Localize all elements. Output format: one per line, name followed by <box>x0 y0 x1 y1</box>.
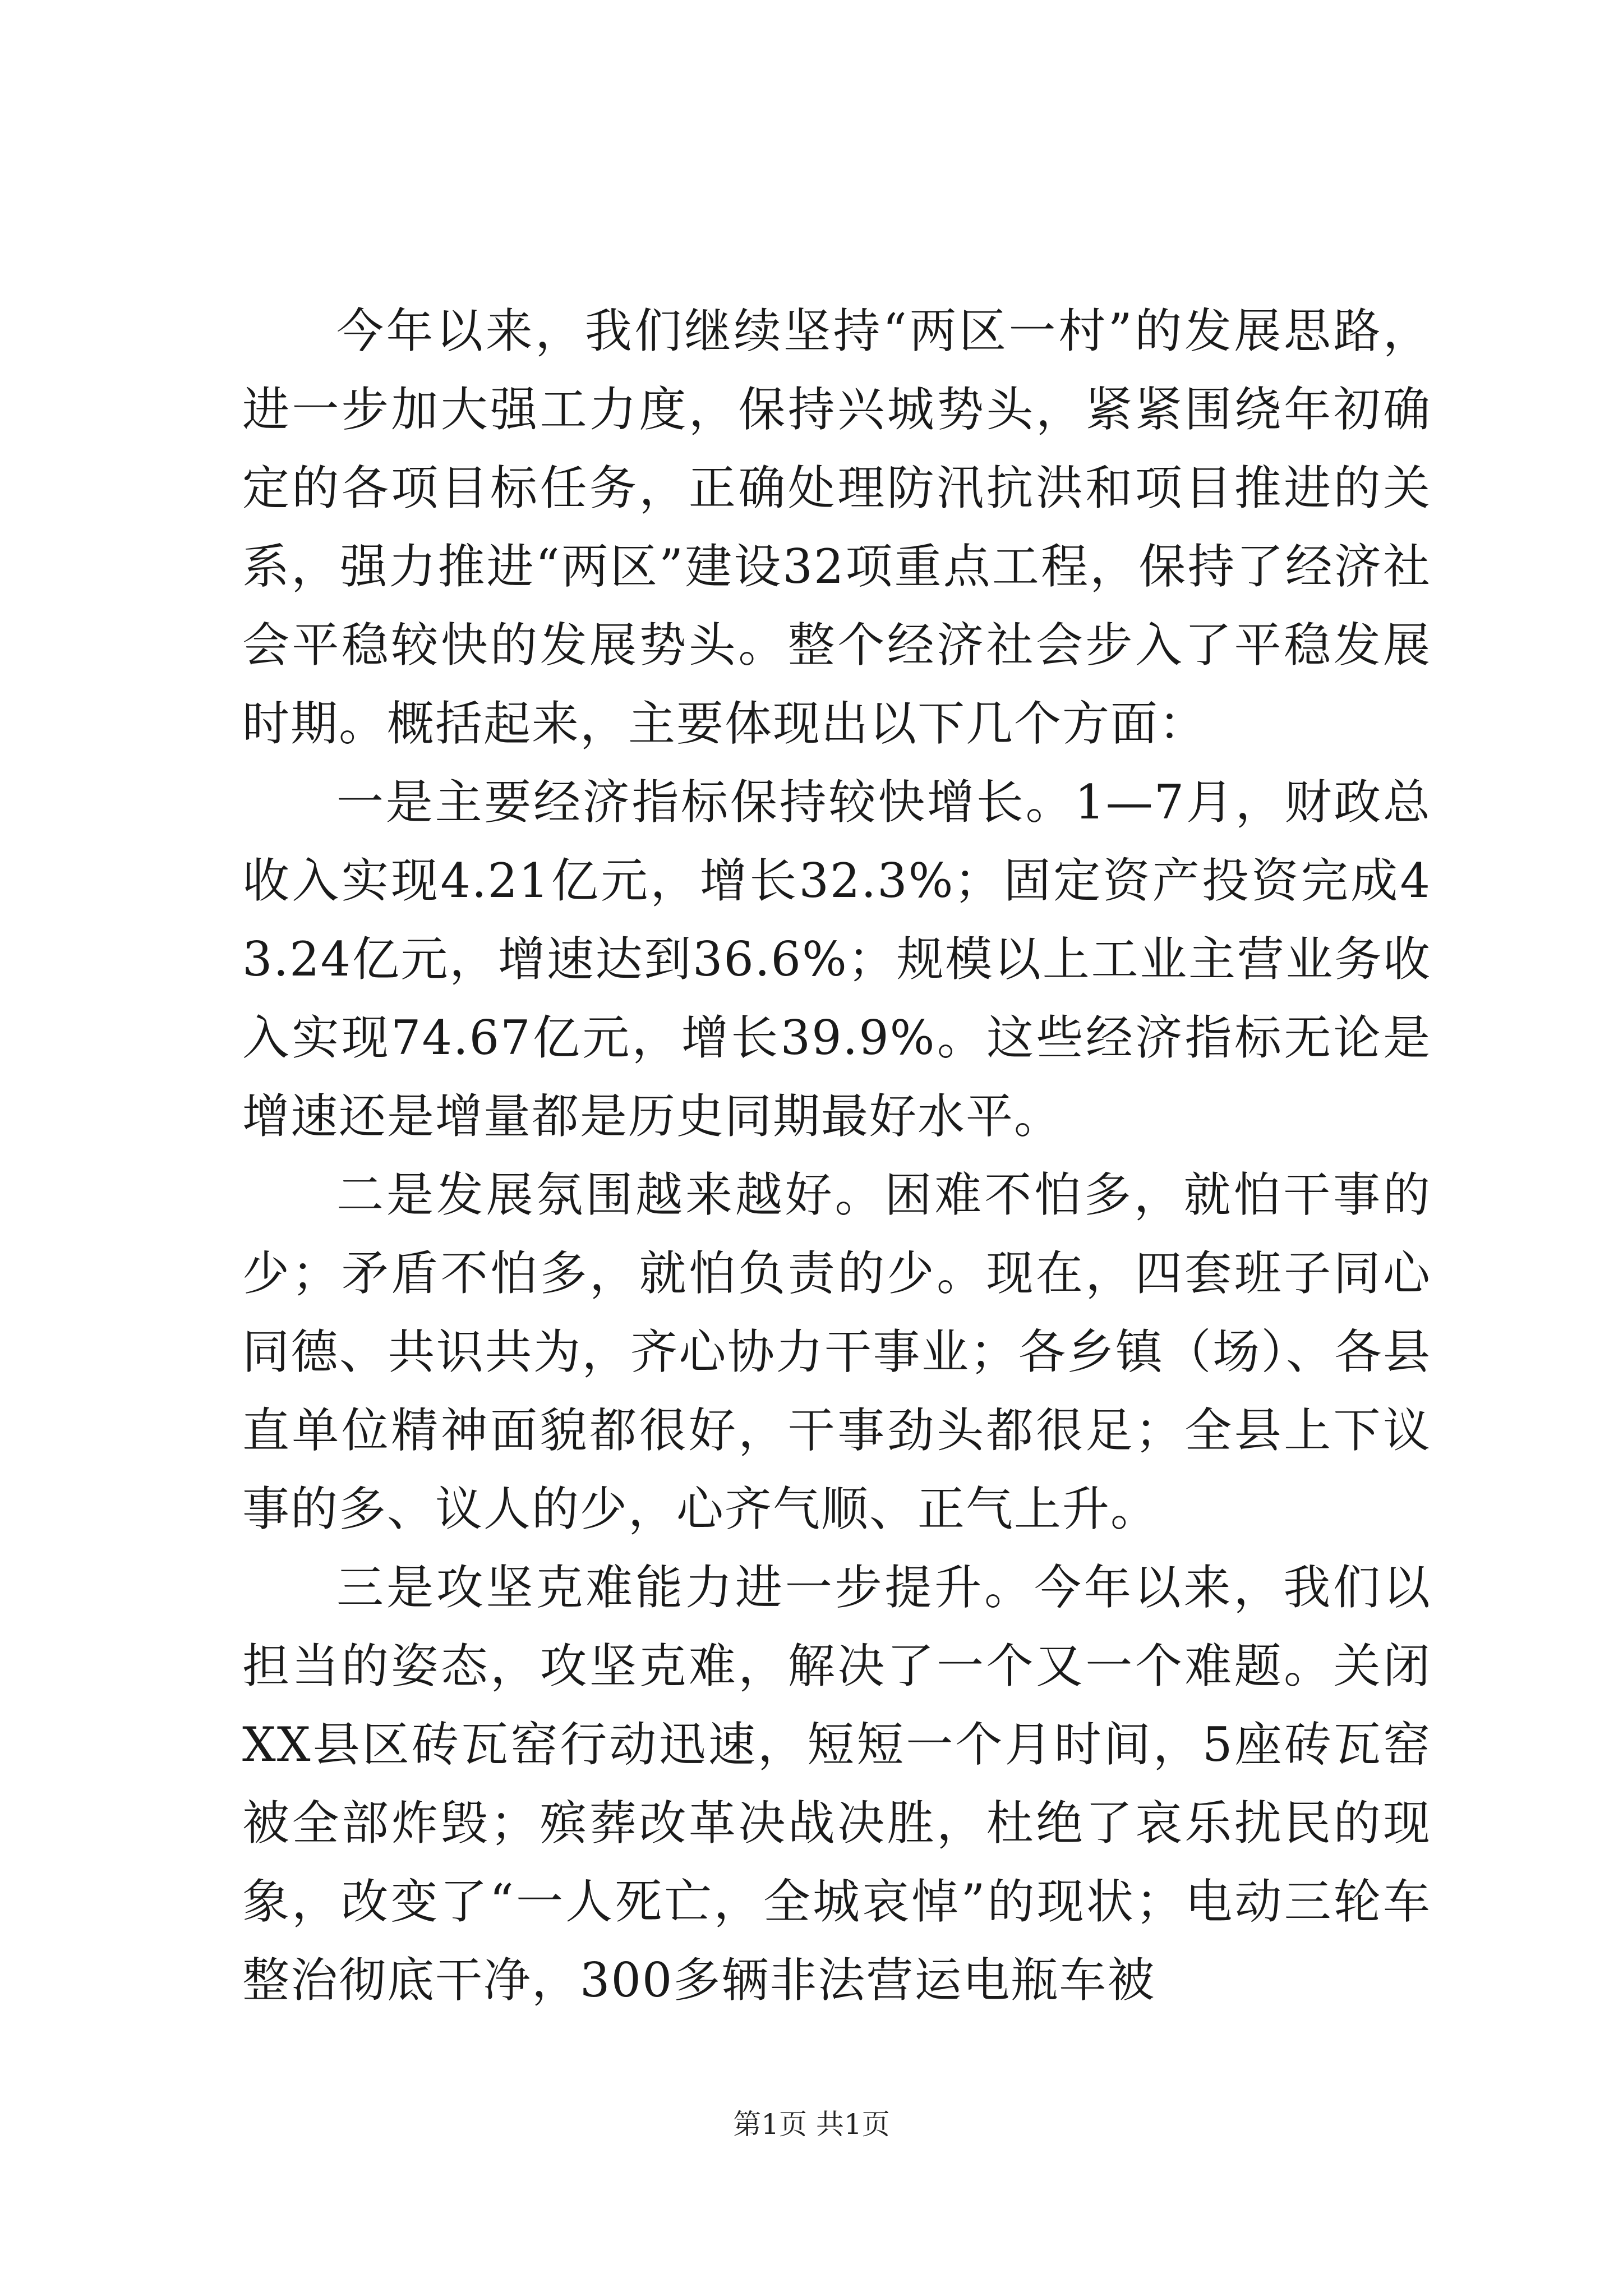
paragraph-problem-solving: 三是攻坚克难能力进一步提升。今年以来，我们以担当的姿态，攻坚克难，解决了一个又一个难题。关闭XX县区砖瓦窑行动迅速，短短一个月时间，5座砖瓦窑被全部炸毁；殡葬改革决战决胜，杜绝了哀乐扰民的现象，改变了“一人死亡，全城哀悼”的现状；电动三轮车整治彻底干净，300多辆非法营运电瓶车被 <box>242 1560 1431 2008</box>
paragraph-development-atmosphere: 二是发展氛围越来越好。困难不怕多，就怕干事的少；矛盾不怕多，就怕负责的少。现在，四套班子同心同德、共识共为，齐心协力干事业；各乡镇（场）、各县直单位精神面貌都很好，干事劲头都很足；全县上下议事的多、议人的少，心齐气顺、正气上升。 <box>242 1167 1431 1536</box>
paragraph-economic-indicators: 一是主要经济指标保持较快增长。1—7月，财政总收入实现4.21亿元，增长32.3%；固定资产投资完成43.24亿元，增速达到36.6%；规模以上工业主营业务收入实现74.67亿元，增长39.9%。这些经济指标无论是增速还是增量都是历史同期最好水平。 <box>242 775 1431 1144</box>
paragraph-intro: 今年以来，我们继续坚持“两区一村”的发展思路，进一步加大强工力度，保持兴城势头，紧紧围绕年初确定的各项目标任务，正确处理防汛抗洪和项目推进的关系，强力推进“两区”建设32项重点工程，保持了经济社会平稳较快的发展势头。整个经济社会步入了平稳发展时期。概括起来，主要体现出以下几个方面： <box>242 303 1431 751</box>
document-body <box>242 292 1431 2019</box>
page-footer: 第1页 共1页 <box>733 2108 890 2141</box>
